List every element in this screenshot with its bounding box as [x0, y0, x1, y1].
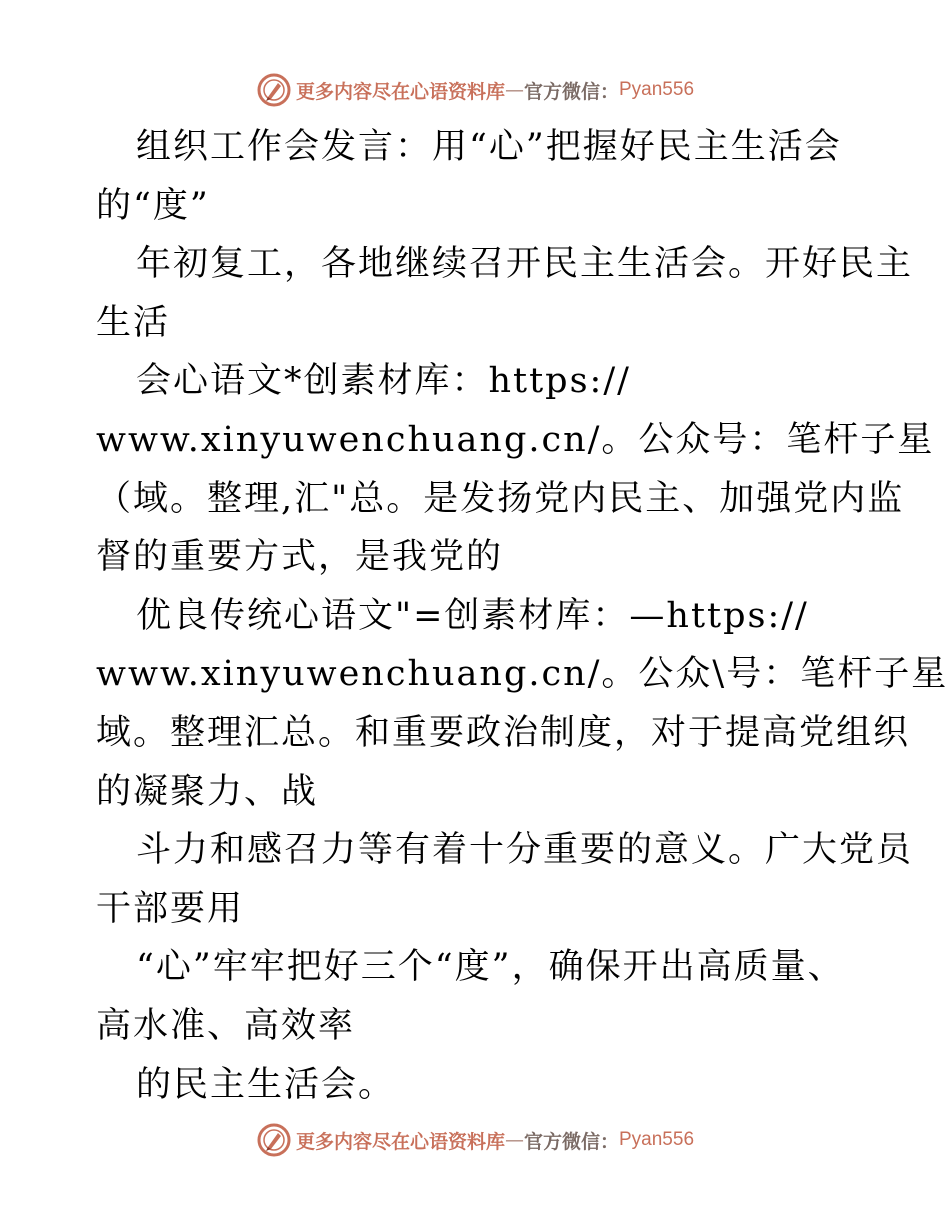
title-line-1: 组织工作会发言：用“心”把握好民主生活会 — [136, 127, 842, 167]
paragraph-line: 生活 — [96, 302, 171, 343]
paragraph-line: 督的重要方式，是我党的 — [96, 537, 504, 578]
paragraph-line: 斗力和感召力等有着十分重要的意义。广大党员 — [136, 830, 914, 871]
paragraph-line: 域。整理汇总。和重要政治制度，对于提高党组织 — [96, 712, 911, 753]
paragraph-line: 优良传统心语文"=创素材库：—https:// — [136, 595, 809, 636]
paragraph-line: 的凝聚力、战 — [96, 771, 319, 812]
footer-banner — [0, 1120, 950, 1160]
banner-wechat-id: Pyan556 — [619, 1129, 695, 1150]
paragraph-line-url: www.xinyuwenchuang.cn/。公众号：笔杆子星 — [96, 419, 935, 460]
banner-dash: — — [504, 1129, 524, 1151]
banner-dash: — — [504, 79, 524, 101]
paragraph-line-url: www.xinyuwenchuang.cn/。公众\号：笔杆子星 — [96, 654, 949, 695]
paragraph-line: 年初复工，各地继续召开民主生活会。开好民主 — [136, 244, 914, 285]
banner-wechat-id: Pyan556 — [619, 79, 695, 100]
paragraph-line: （域。整理,汇"总。是发扬党内民主、加强党内监 — [96, 478, 905, 519]
header-banner — [0, 70, 950, 110]
banner-wechat-label: 官方微信： — [523, 80, 619, 103]
banner-main-text: 更多内容尽在心语资料库 — [295, 80, 505, 103]
pen-nib-logo-icon — [256, 1122, 292, 1158]
paragraph-line: “心”牢牢把好三个“度”，确保开出高质量、 — [136, 947, 845, 988]
title-line-2: 的“度” — [96, 185, 210, 226]
document-body — [96, 118, 949, 1114]
paragraph-line: 干部要用 — [96, 888, 245, 929]
banner-wechat-label: 官方微信： — [523, 1130, 619, 1153]
pen-nib-logo-icon — [256, 72, 292, 108]
paragraph-line: 会心语文*创素材库：https:// — [136, 361, 631, 402]
banner-main-text: 更多内容尽在心语资料库 — [295, 1130, 505, 1153]
paragraph-line: 高水准、高效率 — [96, 1005, 356, 1046]
paragraph-line: 的民主生活会。 — [136, 1064, 396, 1105]
